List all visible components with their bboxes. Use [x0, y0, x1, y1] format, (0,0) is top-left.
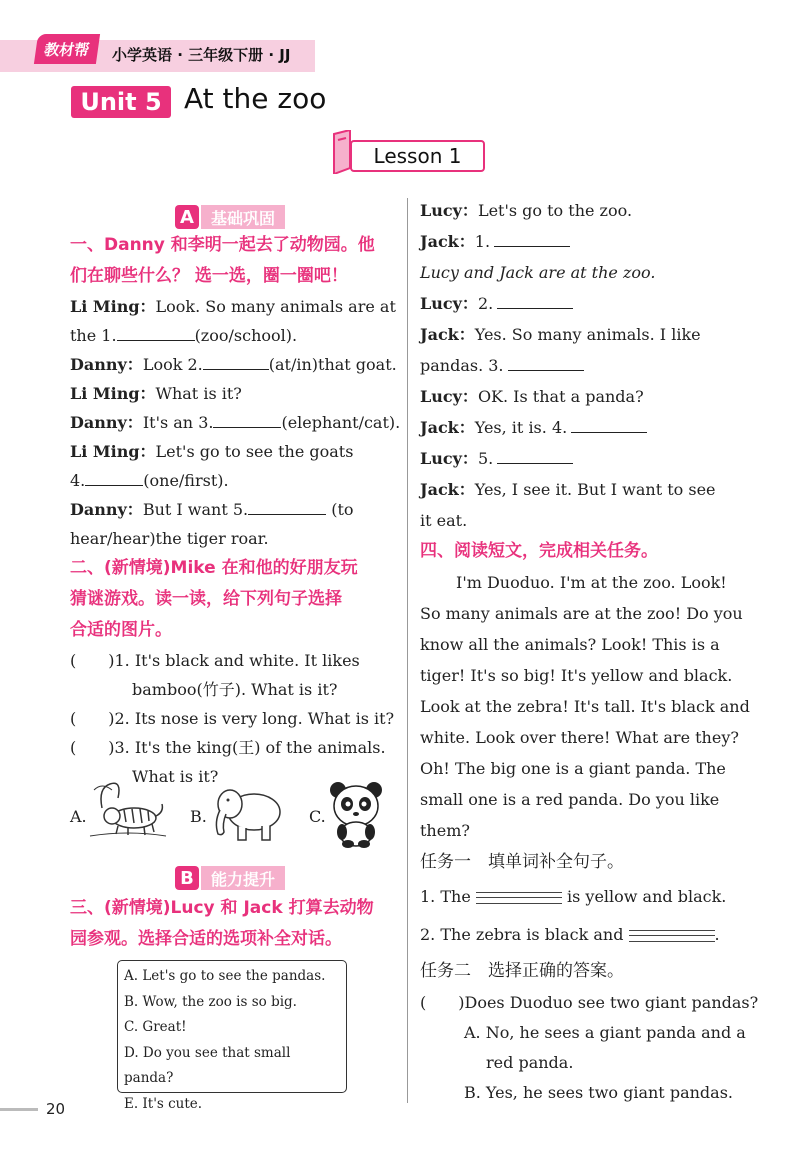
- q3-title: [70, 893, 374, 955]
- q2-item: ( )2. Its nose is very long. What is it?: [70, 709, 395, 728]
- q2-title-line3: 合适的图片。: [70, 620, 172, 640]
- task2-title: 任务二 选择正确的答案。: [420, 961, 624, 981]
- passage-line: I'm Duoduo. I'm at the zoo. Look!: [456, 573, 727, 592]
- section-a-tag: [175, 205, 285, 229]
- choice-c-label: C.: [309, 807, 326, 826]
- passage-line: know all the animals? Look! This is a: [420, 635, 720, 654]
- column-divider: [407, 198, 408, 1103]
- page-bar: [0, 1108, 38, 1111]
- dialogue-line: pandas. 3.: [420, 350, 750, 381]
- passage-line: Look at the zebra! It's tall. It's black and: [420, 697, 750, 716]
- option-a: A. Let's go to see the pandas.: [124, 968, 326, 984]
- q1-line: Danny：Look 2. (at/in)that goat.: [70, 355, 397, 374]
- dialogue-line: Jack：1.: [420, 226, 750, 257]
- section-a-name: 基础巩固: [201, 205, 285, 229]
- choice-a-label: A.: [70, 807, 87, 826]
- passage-line: small one is a red panda. Do you like: [420, 790, 720, 809]
- passage-line: white. Look over there! What are they?: [420, 728, 739, 747]
- option-c: C. Great!: [124, 1019, 187, 1035]
- q2-item-cont: What is it?: [132, 767, 219, 786]
- reading-passage: [420, 567, 750, 846]
- q2-item: ( )3. It's the king(王) of the animals.: [70, 738, 386, 757]
- task1-item-2: 2. The zebra is black and .: [420, 925, 720, 944]
- task2-question: ( )Does Duoduo see two giant pandas?: [420, 993, 759, 1012]
- answer-paren[interactable]: ( ): [70, 709, 115, 728]
- task1-title: 任务一 填单词补全句子。: [420, 852, 624, 872]
- lesson-title: Lesson 1: [350, 140, 485, 172]
- option-e: E. It's cute.: [124, 1095, 203, 1112]
- q2-item: ( )1. It's black and white. It likes: [70, 651, 360, 670]
- dialogue-blank-1[interactable]: [494, 230, 570, 247]
- dialogue-blank-4[interactable]: [571, 416, 647, 433]
- option-b: B. Wow, the zoo is so big.: [124, 993, 297, 1010]
- question-1: [70, 230, 400, 791]
- book-series-title: 小学英语 · 三年级下册 · JJ: [112, 46, 291, 64]
- unit-badge: Unit 5: [71, 86, 171, 118]
- passage-line: tiger! It's so big! It's yellow and black.: [420, 666, 733, 685]
- passage-line: them?: [420, 821, 470, 840]
- q1-line: Danny：But I want 5. (to: [70, 500, 354, 519]
- dialogue-blank-5[interactable]: [497, 447, 573, 464]
- answer-paren[interactable]: ( ): [420, 993, 465, 1012]
- section-b-tag: [175, 866, 285, 890]
- answer-blank-2[interactable]: [203, 353, 269, 370]
- dialogue-line: Jack：Yes, I see it. But I want to see: [420, 480, 716, 499]
- tiger-icon: [88, 778, 168, 840]
- section-b-name: 能力提升: [201, 866, 285, 890]
- task1-item-1: 1. The is yellow and black.: [420, 887, 727, 906]
- dialogue-line: Lucy：Let's go to the zoo.: [420, 201, 633, 220]
- q1-line: the 1. (zoo/school).: [70, 326, 298, 345]
- q1-line: 4. (one/first).: [70, 471, 229, 490]
- dialogue-line: Jack：Yes, it is. 4.: [420, 412, 750, 443]
- dialogue-narration: Lucy and Jack are at the zoo.: [420, 263, 656, 282]
- dialogue-blank-2[interactable]: [497, 292, 573, 309]
- dialogue-line: Lucy：2.: [420, 288, 750, 319]
- task2-option-a: A. No, he sees a giant panda and a: [464, 1023, 746, 1042]
- q1-line: Li Ming：Let's go to see the goats: [70, 442, 354, 461]
- q2-title-line2: 猜谜游戏。读一读，给下列句子选择: [70, 589, 342, 609]
- elephant-icon: [208, 782, 286, 844]
- q3-title-line1: 三、(新情境)Lucy 和 Jack 打算去动物: [70, 898, 374, 918]
- section-a-letter: A: [175, 205, 199, 229]
- q4-title: 四、阅读短文，完成相关任务。: [420, 541, 658, 561]
- q1-line: Li Ming：What is it?: [70, 384, 242, 403]
- section-b-letter: B: [175, 866, 199, 890]
- options-box: [117, 960, 347, 1112]
- dialogue-blank-3[interactable]: [508, 354, 584, 371]
- q1-line: hear/hear)the tiger roar.: [70, 529, 269, 548]
- task1-blank-2[interactable]: [629, 930, 715, 942]
- answer-paren[interactable]: ( ): [70, 651, 115, 670]
- answer-paren[interactable]: ( ): [70, 738, 115, 757]
- q2-item-cont: bamboo(竹子). What is it?: [132, 680, 338, 699]
- dialogue-line: Lucy：5.: [420, 443, 750, 474]
- answer-blank-3[interactable]: [213, 411, 281, 428]
- q3-dialogue: [420, 195, 759, 1108]
- q3-title-line2: 园参观。选择合适的选项补全对话。: [70, 929, 342, 949]
- panda-icon: [326, 780, 386, 848]
- q2-title-line1: 二、(新情境)Mike 在和他的好朋友玩: [70, 558, 358, 578]
- passage-line: Oh! The big one is a giant panda. The: [420, 759, 726, 778]
- q1-title-line2: 们在聊些什么？ 选一选，圈一圈吧！: [70, 266, 348, 286]
- task1-blank-1[interactable]: [476, 892, 562, 904]
- dialogue-line: it eat.: [420, 511, 468, 530]
- answer-blank-5[interactable]: [248, 498, 326, 515]
- dialogue-line: Lucy：OK. Is that a panda?: [420, 387, 644, 406]
- task2-option-a-cont: red panda.: [486, 1053, 574, 1072]
- q1-title-line1: 一、Danny 和李明一起去了动物园。他: [70, 235, 375, 255]
- dialogue-line: Jack：Yes. So many animals. I like: [420, 325, 701, 344]
- q1-line: Li Ming：Look. So many animals are at: [70, 297, 396, 316]
- page-number: 20: [46, 1100, 66, 1118]
- task2-option-b: B. Yes, he sees two giant pandas.: [464, 1083, 733, 1102]
- choice-b-label: B.: [190, 807, 207, 826]
- option-d: D. Do you see that small panda?: [124, 1044, 291, 1086]
- unit-title: At the zoo: [184, 82, 327, 115]
- brand-tag: 教材帮: [34, 34, 100, 64]
- q1-line: Danny：It's an 3. (elephant/cat).: [70, 413, 401, 432]
- passage-line: So many animals are at the zoo! Do you: [420, 604, 743, 623]
- answer-blank-1[interactable]: [117, 324, 195, 341]
- answer-blank-4[interactable]: [85, 469, 143, 486]
